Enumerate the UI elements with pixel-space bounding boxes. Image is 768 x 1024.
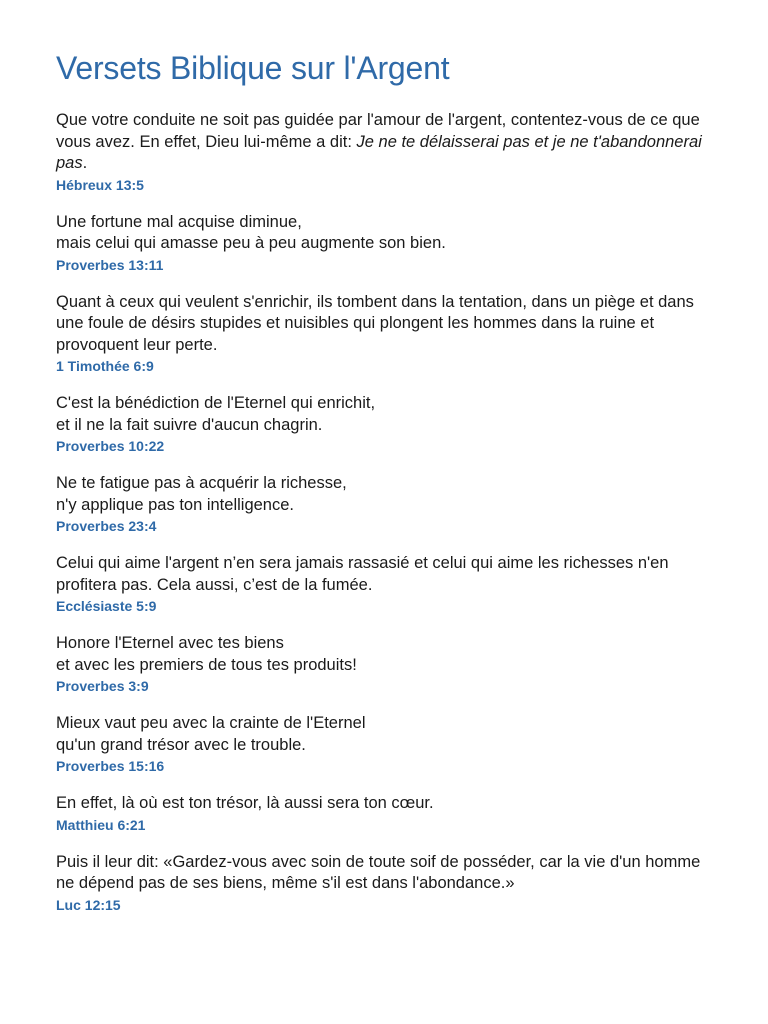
verse-block [56, 393, 712, 455]
verse-reference: 1 Timothée 6:9 [56, 358, 154, 374]
verse-reference: Ecclésiaste 5:9 [56, 598, 157, 614]
verse-text: Quant à ceux qui veulent s'enrichir, ils tombent dans la tentation, dans un piège et dans une foule de désirs stupides et nuisibles qui plongent les hommes dans la ruine et provoquent leur perte. [56, 292, 694, 354]
verse-reference: Hébreux 13:5 [56, 176, 144, 193]
verse-block [56, 473, 712, 535]
verse-block [56, 713, 712, 775]
verse-reference: Luc 12:15 [56, 896, 121, 913]
verse-text: Honore l'Eternel avec tes biens et avec les premiers de tous tes produits! [56, 634, 357, 674]
verse-text [56, 110, 712, 175]
verse-reference: Proverbes 13:11 [56, 256, 164, 273]
verse-text: C'est la bénédiction de l'Eternel qui enrichit, et il ne la fait suivre d'aucun chagrin. [56, 394, 376, 434]
verse-block [56, 553, 712, 615]
verse-reference: Proverbes 3:9 [56, 678, 149, 694]
verse-text: Mieux vaut peu avec la crainte de l'Eternel qu'un grand trésor avec le trouble. [56, 714, 366, 754]
verse-text-end: . [82, 154, 88, 172]
verse-text-italic: Je ne te délaisserai pas et je ne t'abandonnerai pas [56, 132, 702, 172]
verse-text: Ne te fatigue pas à acquérir la richesse, n'y applique pas ton intelligence. [56, 474, 347, 514]
verse-block [56, 633, 712, 695]
verse-reference: Proverbes 15:16 [56, 758, 165, 774]
verse-block [56, 110, 712, 194]
verse-text-part: Que votre conduite ne soit pas guidée par l'amour de l'argent, contentez-vous de ce que vous avez. En effet, Dieu lui-même a dit: [56, 111, 700, 151]
page-title: Versets Biblique sur l'Argent [56, 50, 450, 86]
verse-text: En effet, là où est ton trésor, là aussi sera ton cœur. [56, 794, 434, 812]
verse-reference: Proverbes 10:22 [56, 438, 165, 454]
verse-reference: Proverbes 23:4 [56, 518, 157, 534]
verse-block [56, 292, 712, 376]
verse-text: Celui qui aime l'argent n’en sera jamais rassasié et celui qui aime les richesses n'en profitera pas. Cela aussi, c’est de la fumée. [56, 554, 669, 594]
verse-text: Puis il leur dit: «Gardez-vous avec soin de toute soif de posséder, car la vie d'un homme ne dépend pas de ses biens, même s'il est dans l'abondance.» [56, 852, 701, 892]
verse-block [56, 212, 712, 274]
verse-block [56, 852, 712, 914]
verse-text: Une fortune mal acquise diminue, mais celui qui amasse peu à peu augmente son bien. [56, 212, 446, 252]
verse-block [56, 793, 712, 834]
verse-reference: Matthieu 6:21 [56, 816, 146, 833]
